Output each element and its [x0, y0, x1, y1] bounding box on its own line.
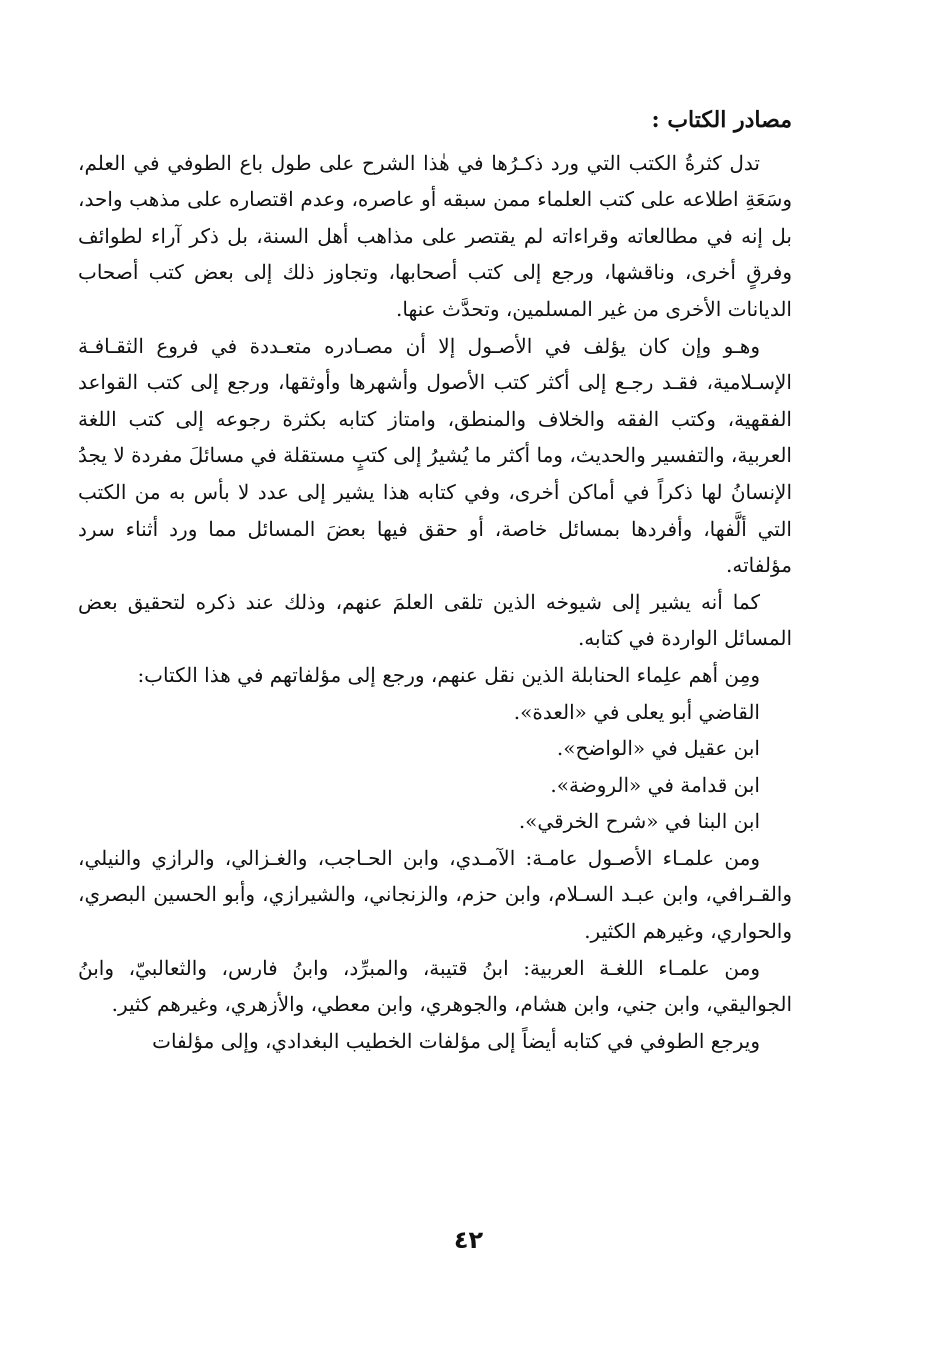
page-body: [78, 102, 792, 1059]
paragraph-other-sources: ويرجع الطوفي في كتابه أيضاً إلى مؤلفات الخطيب البغدادي، وإلى مؤلفات: [152, 1028, 760, 1053]
paragraph-teachers: كما أنه يشير إلى شيوخه الذين تلقى العلمَ عنهم، وذلك عند ذكره لتحقيق بعض المسائل الواردة في كتابه.: [78, 589, 792, 651]
paragraph-book-sources-intro: تدل كثرةُ الكتب التي ورد ذكـرُها في هٰذا الشرح على طول باع الطوفي في العلم، وسَعَةِ اطلاعه على كتب العلماء ممن سبقه أو عاصره، وعدم اقتصاره على مذهب واحد، بل إنه في مطالعاته وقراءاته لم يقتصر على مذاهب أهل السنة، بل ذكر آراء لطوائف وفرقٍ أخرى، وناقشها، ورجع إلى كتب أصحابها، وتجاوز ذلك إلى بعض كتب أصحاب الديانات الأخرى من غير المسلمين، وتحدَّث عنها.: [78, 150, 792, 321]
paragraph-usul-scholars: ومن علمـاء الأصـول عامـة: الآمـدي، وابن الحـاجب، والغـزالي، والرازي والنيلي، والقـرافي، وابن عبـد السـلام، وابن حزم، والزنجاني، والشيرازي، وأبو الحسين البصري، والحواري، وغيرهم الكثير.: [78, 845, 792, 944]
paragraph-sources-variety: وهـو وإن كان يؤلف في الأصـول إلا أن مصـادره متعـددة في فروع الثقـافـة الإسـلامية، فقـد رجـع إلى أكثر كتب الأصول وأشهرها وأوثقها، ورجع إلى كتب القواعد الفقهية، وكتب الفقه والخلاف والمنطق، وامتاز كتابه بكثرة رجوعه إلى كتب اللغة العربية، والتفسير والحديث، وما أكثر ما يُشيرُ إلى كتبٍ مستقلة في مسائلَ مفردة لا يجدُ الإنسانُ لها ذكراً في أماكن أخرى، وفي كتابه هذا يشير إلى عدد لا بأس به من الكتب التي ألَّفها، وأفردها بمسائل خاصة، أو حقق فيها بعضَ المسائل مما ورد أثناء سرد مؤلفاته.: [78, 333, 792, 578]
paragraph-hanbali-intro: ومِن أهم علِماء الحنابلة الذين نقل عنهم، ورجع إلى مؤلفاتهم في هذا الكتاب:: [137, 662, 760, 687]
list-item: ابن البنا في «شرح الخرقي».: [518, 809, 760, 834]
hanbali-scholars-list: [78, 694, 792, 840]
list-item: القاضي أبو يعلى في «العدة».: [513, 699, 760, 724]
list-item: ابن قدامة في «الروضة».: [550, 772, 760, 797]
paragraph-language-scholars: ومن علمـاء اللغـة العربية: ابنُ قتيبة، والمبرِّد، وابنُ فارس، والثعالبيّ، وابنُ الجواليقي، وابن جني، وابن هشام، والجوهري، وابن معطي، والأزهري، وغيرهم كثير.: [78, 955, 792, 1017]
list-item: ابن عقيل في «الواضح».: [556, 736, 760, 761]
page-number: ٤٢: [453, 1226, 484, 1254]
section-heading: مصادر الكتاب :: [651, 107, 792, 133]
